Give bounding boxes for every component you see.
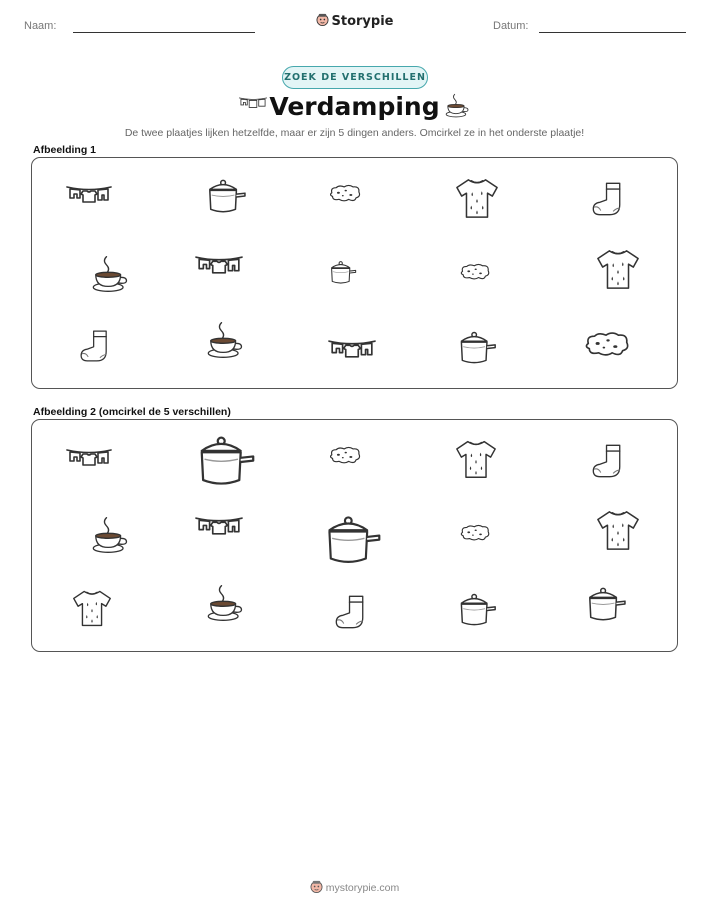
picture1-shirt-icon	[455, 176, 499, 225]
picture2-label: Afbeelding 2 (omcirkel de 5 verschillen)	[33, 406, 231, 418]
storypie-logo-icon	[310, 880, 323, 896]
picture1-label: Afbeelding 1	[33, 144, 97, 156]
storypie-logo-icon	[316, 13, 329, 30]
picture1-sock-icon	[590, 180, 628, 223]
picture1-sock-icon	[78, 328, 114, 369]
picture1-puddle-icon	[583, 331, 631, 363]
picture2-pot-icon[interactable]	[320, 514, 382, 573]
picture2-teacup-icon[interactable]	[90, 516, 128, 559]
picture2-panel[interactable]	[31, 419, 678, 652]
picture1-clothesline-icon	[195, 254, 243, 282]
picture2-shirt-icon[interactable]	[596, 508, 640, 557]
date-line[interactable]	[539, 32, 686, 33]
picture1-clothesline-icon	[328, 338, 376, 366]
page-title: Verdamping	[269, 92, 440, 121]
picture1-teacup-icon	[205, 321, 243, 364]
picture2-shirt-icon[interactable]	[72, 588, 112, 633]
picture2-sock-icon[interactable]	[590, 442, 628, 485]
picture1-pot-icon	[203, 178, 247, 221]
footer-url: mystorypie.com	[325, 881, 400, 894]
picture2-clothesline-icon[interactable]	[195, 515, 243, 543]
date-label: Datum:	[493, 20, 529, 32]
picture1-pot-icon	[327, 260, 357, 291]
picture1-shirt-icon	[596, 247, 640, 296]
picture1-pot-icon	[455, 330, 497, 372]
picture2-teacup-icon[interactable]	[205, 584, 243, 627]
picture2-pot-icon[interactable]	[583, 586, 627, 629]
picture2-pot-icon[interactable]	[192, 434, 256, 495]
picture1-teacup-icon	[90, 255, 128, 298]
picture2-pot-icon[interactable]	[455, 592, 497, 634]
picture1-panel	[31, 157, 678, 389]
spot-the-difference-badge: ZOEK DE VERSCHILLEN	[282, 66, 428, 89]
picture2-puddle-icon[interactable]	[459, 524, 491, 547]
picture1-puddle-icon	[459, 263, 491, 286]
instructions: De twee plaatjes lijken hetzelfde, maar er zijn 5 dingen anders. Omcirkel ze in het onderste plaatje!	[124, 127, 585, 139]
picture2-clothesline-icon[interactable]	[66, 447, 112, 474]
footer	[0, 880, 709, 896]
name-line[interactable]	[73, 32, 255, 33]
picture2-shirt-icon[interactable]	[455, 438, 497, 485]
brand-name: Storypie	[331, 14, 394, 29]
name-label: Naam:	[24, 20, 57, 32]
picture2-sock-icon[interactable]	[333, 593, 371, 636]
picture1-puddle-icon	[328, 184, 362, 208]
picture1-clothesline-icon	[66, 184, 112, 211]
brand	[0, 13, 709, 30]
teacup-icon	[444, 93, 469, 123]
picture2-puddle-icon[interactable]	[328, 446, 362, 470]
